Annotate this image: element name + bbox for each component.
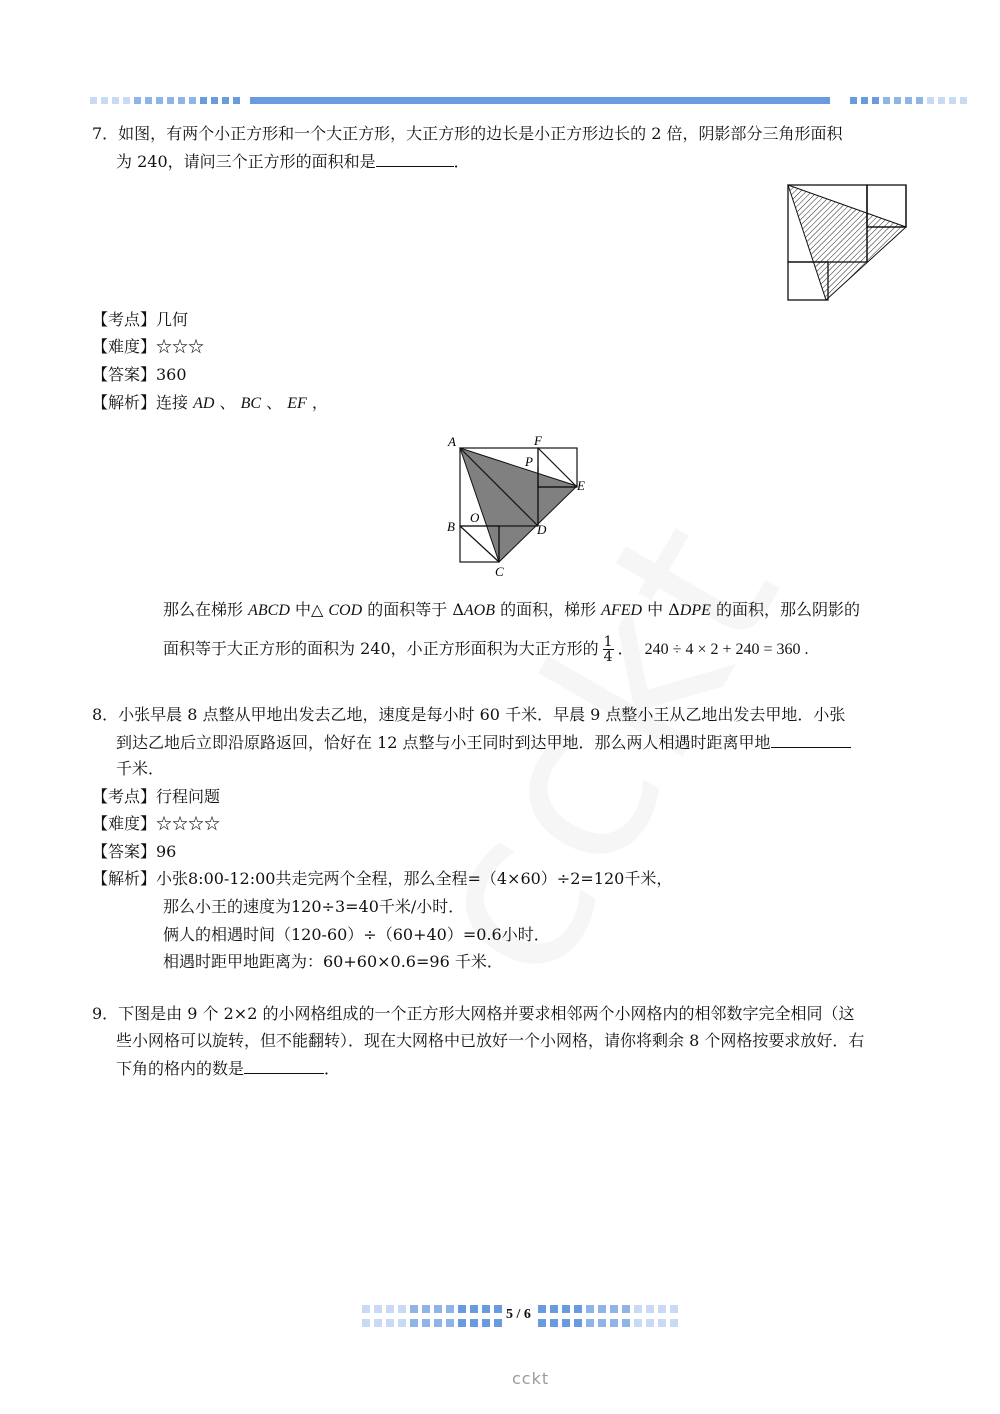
q8-answer-blank: [771, 731, 851, 748]
fraction: [603, 635, 614, 664]
footer-mark: cckt: [512, 1369, 550, 1388]
seg-ef: EF: [287, 395, 307, 412]
footer-decoration-left: [362, 1304, 502, 1330]
q7-explanation-1: [163, 599, 860, 622]
q9-line1: 9．下图是由 9 个 2×2 的小网格组成的一个正方形大网格并要求相邻两个小网格内的相邻数字完全相同（这: [92, 1004, 855, 1023]
q7-shaded-triangle: [788, 185, 906, 300]
label-b: B: [447, 519, 455, 534]
q7-kaodian: 【考点】几何: [92, 310, 189, 329]
q7-explanation-2: [163, 632, 809, 667]
exp1-t4: 的面积，梯形: [494, 600, 602, 619]
q9-line3: [116, 1057, 340, 1080]
q7-answer-blank: [376, 150, 454, 167]
exp2-formula: 240 ÷ 4 × 2 + 240 = 360 .: [644, 641, 809, 658]
page-number: 5 / 6: [506, 1307, 531, 1322]
q7-daan: 【答案】360: [92, 365, 187, 384]
q8-line2-text: 到达乙地后立即沿原路返回，恰好在 12 点整与小王同时到达甲地．那么两人相遇时距离甲地: [116, 733, 771, 752]
exp1-v3: AOB: [463, 602, 495, 619]
q7-jiexi: [92, 392, 328, 415]
label-p: P: [525, 454, 533, 469]
frac-num: 1: [603, 634, 613, 650]
q8-kaodian: 【考点】行程问题: [92, 787, 221, 806]
exp1-t2: 中△: [289, 600, 329, 619]
exp1-t1: 那么在梯形: [163, 600, 249, 619]
exp1-v2: COD: [328, 602, 363, 619]
label-f: F: [534, 433, 542, 448]
q7-nandu: 【难度】☆☆☆: [92, 337, 205, 356]
exp1-t5: 中 Δ: [642, 600, 680, 619]
exp1-v1: ABCD: [248, 602, 290, 619]
label-o: O: [470, 510, 480, 525]
exp1-v4: AFED: [601, 602, 643, 619]
q8-nandu: 【难度】☆☆☆☆: [92, 814, 221, 833]
label-a: A: [448, 434, 456, 449]
exp1-t3: 的面积等于 Δ: [362, 600, 464, 619]
q7-jiexi-end: ，: [306, 393, 328, 412]
q9-line2: 些小网格可以旋转，但不能翻转）．现在大网格中已放好一个小网格，请你将剩余 8 个网格按要求放好．右: [116, 1031, 865, 1050]
q7-line2: [116, 150, 470, 173]
q8-jiexi-2: 那么小王的速度为120÷3=40千米/小时．: [163, 897, 465, 916]
exp2-t2: ．: [617, 639, 634, 658]
header-divider: [90, 96, 980, 106]
q9-answer-blank: [244, 1057, 324, 1074]
seg-ad: AD: [193, 395, 215, 412]
q8-line2: [116, 731, 851, 754]
footer-decoration-right: [538, 1304, 678, 1330]
sep2: 、: [261, 393, 288, 412]
q7-line1: 7．如图，有两个小正方形和一个大正方形，大正方形的边长是小正方形边长的 2 倍，阴影部分三角形面积: [92, 124, 843, 143]
q8-daan: 【答案】96: [92, 842, 177, 861]
frac-den: 4: [603, 649, 613, 665]
q7-line2-end: ．: [453, 152, 470, 171]
label-c: C: [495, 564, 504, 579]
q9-line3-text: 下角的格内的数是: [116, 1059, 245, 1078]
q8-line1: 8．小张早晨 8 点整从甲地出发去乙地，速度是每小时 60 千米．早晨 9 点整小王从乙地出发去甲地．小张: [92, 705, 846, 724]
q8-jiexi-1: 【解析】小张8:00-12:00共走完两个全程，那么全程=（4×60）÷2=120千米，: [92, 869, 673, 888]
label-e: E: [577, 478, 585, 493]
label-d: D: [537, 522, 547, 537]
sep1: 、: [214, 393, 241, 412]
q7-figure: [786, 183, 908, 303]
q7-jiexi-label: 【解析】连接: [92, 393, 194, 412]
q7-solution-figure: [440, 432, 600, 582]
q9-line3-end: ．: [324, 1059, 341, 1078]
q8-line3: 千米．: [116, 759, 165, 778]
q8-jiexi-4: 相遇时距甲地距离为：60+60×0.6=96 千米．: [163, 952, 503, 971]
seg-bc: BC: [240, 395, 262, 412]
q7-line2-text: 为 240，请问三个正方形的面积和是: [116, 152, 376, 171]
q8-jiexi-3: 俩人的相遇时间（120-60）÷（60+40）=0.6小时．: [163, 925, 550, 944]
exp1-v5: DPE: [679, 602, 711, 619]
exp1-t6: 的面积，那么阴影的: [710, 600, 860, 619]
exp2-t1: 面积等于大正方形的面积为 240，小正方形面积为大正方形的: [163, 639, 599, 658]
